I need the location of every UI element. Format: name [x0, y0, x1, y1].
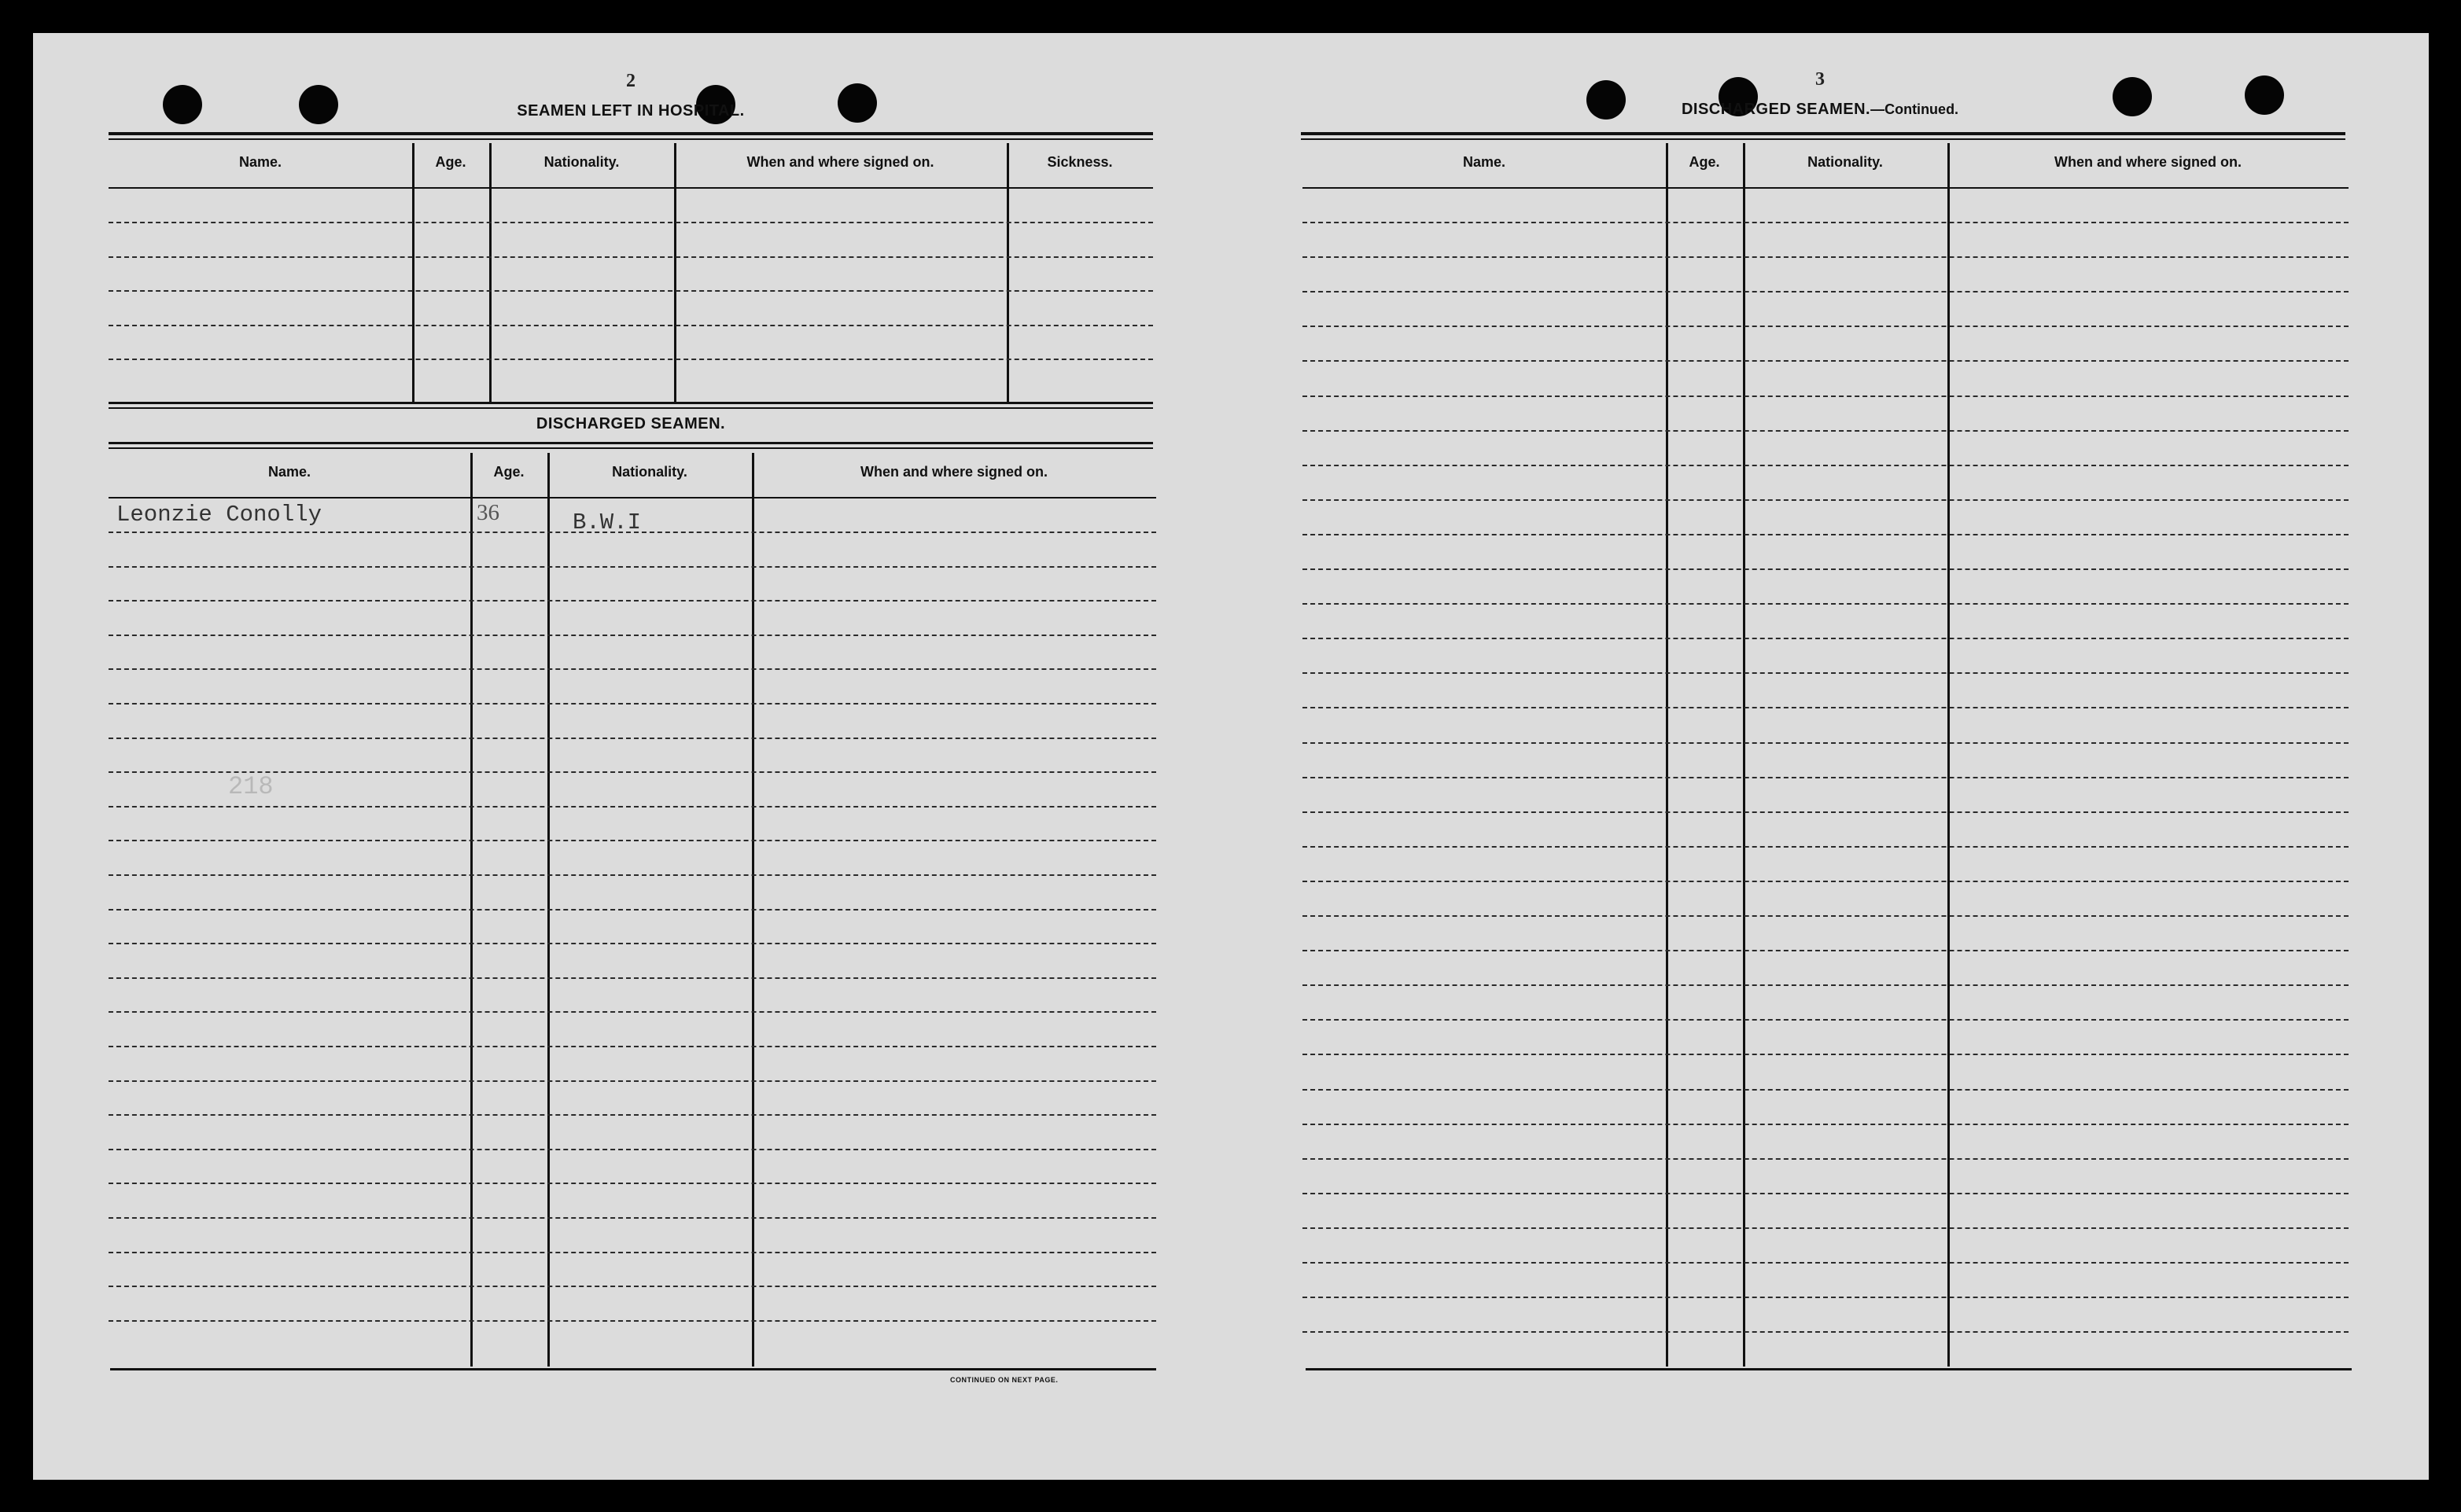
- right-discharged-row-line: [1302, 465, 2349, 466]
- right-discharged-row-line: [1302, 1124, 2349, 1125]
- discharged-row-line: [109, 1149, 1156, 1150]
- hospital-row-line: [109, 290, 1153, 292]
- hospital-column-header-4: When and where signed on.: [746, 154, 934, 170]
- discharged-row-line: [109, 943, 1156, 944]
- right-discharged-column-header-2: Age.: [1689, 154, 1720, 170]
- hospital-column-divider-1: [412, 143, 414, 403]
- hospital-row-line: [109, 359, 1153, 360]
- discharged-row-line: [109, 1046, 1156, 1047]
- discharged-row-line: [109, 874, 1156, 876]
- right-top-rule: [1301, 132, 2345, 135]
- discharged-column-header-3: Nationality.: [612, 464, 687, 480]
- hospital-section-title: SEAMEN LEFT IN HOSPITAL.: [517, 102, 745, 120]
- right-discharged-row-line: [1302, 777, 2349, 778]
- discharged-column-header-4: When and where signed on.: [860, 464, 1048, 480]
- mid-rule-2: [109, 407, 1153, 409]
- right-title-main: DISCHARGED SEAMEN.: [1681, 101, 1871, 118]
- right-discharged-column-header-3: Nationality.: [1807, 154, 1883, 170]
- discharged-row-line: [109, 635, 1156, 636]
- right-discharged-row-line: [1302, 672, 2349, 674]
- right-discharged-row-line: [1302, 222, 2349, 223]
- discharged-row-line: [109, 909, 1156, 911]
- hospital-column-header-2: Age.: [435, 154, 466, 170]
- hospital-column-divider-2: [489, 143, 492, 403]
- discharged-row-line: [109, 1286, 1156, 1287]
- right-discharged-row-line: [1302, 915, 2349, 917]
- punch-hole-1: [163, 85, 202, 124]
- right-discharged-row-line: [1302, 1297, 2349, 1298]
- discharged-row-1-age: 36: [477, 500, 499, 525]
- right-discharged-row-line: [1302, 534, 2349, 535]
- discharged-row-line: [109, 1114, 1156, 1116]
- right-page-number: 3: [1815, 69, 1825, 90]
- discharged-row-line: [109, 600, 1156, 601]
- right-discharged-column-header-1: Name.: [1462, 154, 1506, 170]
- right-discharged-row-line: [1302, 638, 2349, 639]
- right-discharged-row-line: [1302, 291, 2349, 292]
- discharged-rule-1: [109, 442, 1153, 444]
- discharged-section-title: DISCHARGED SEAMEN.: [536, 415, 726, 432]
- right-discharged-row-line: [1302, 430, 2349, 432]
- right-discharged-row-line: [1302, 811, 2349, 813]
- left-bottom-rule: [110, 1368, 1156, 1370]
- discharged-column-header-2: Age.: [493, 464, 525, 480]
- faint-stamp-mark: 218: [228, 772, 274, 801]
- right-discharged-row-line: [1302, 603, 2349, 605]
- right-discharged-row-line: [1302, 707, 2349, 708]
- punch-hole-4: [838, 83, 877, 123]
- right-discharged-row-line: [1302, 1331, 2349, 1333]
- discharged-row-line: [109, 806, 1156, 808]
- right-discharged-row-line: [1302, 499, 2349, 501]
- discharged-row-line: [109, 1011, 1156, 1013]
- left-page-number: 2: [626, 71, 636, 91]
- hospital-row-line: [109, 222, 1153, 223]
- right-discharged-column-header-4: When and where signed on.: [2054, 154, 2242, 170]
- right-discharged-row-line: [1302, 395, 2349, 397]
- right-discharged-row-line: [1302, 742, 2349, 744]
- discharged-row-line: [109, 668, 1156, 670]
- discharged-row-1-nationality: B.W.I: [573, 510, 642, 535]
- discharged-row-line: [109, 977, 1156, 979]
- hospital-column-divider-4: [1007, 143, 1009, 403]
- right-discharged-row-line: [1302, 326, 2349, 327]
- right-discharged-row-line: [1302, 1089, 2349, 1091]
- discharged-row-line: [109, 566, 1156, 568]
- hospital-column-divider-3: [674, 143, 676, 403]
- right-discharged-row-line: [1302, 1262, 2349, 1264]
- right-discharged-row-line: [1302, 568, 2349, 570]
- right-discharged-row-line: [1302, 1019, 2349, 1021]
- right-title-continued: —Continued.: [1870, 101, 1959, 117]
- right-discharged-row-line: [1302, 360, 2349, 362]
- hospital-column-header-3: Nationality.: [543, 154, 620, 170]
- discharged-row-line: [109, 703, 1156, 704]
- right-bottom-rule: [1306, 1368, 2352, 1370]
- mid-rule-1: [109, 402, 1153, 404]
- discharged-row-line: [109, 738, 1156, 739]
- discharged-row-line: [109, 840, 1156, 841]
- right-discharged-row-line: [1302, 846, 2349, 848]
- discharged-row-line: [109, 1183, 1156, 1184]
- right-discharged-row-line: [1302, 950, 2349, 951]
- right-discharged-header-rule: [1302, 187, 2349, 189]
- discharged-row-1-name: Leonzie Conolly: [116, 502, 322, 528]
- hospital-row-line: [109, 256, 1153, 258]
- discharged-row-line: [109, 1252, 1156, 1253]
- top-rule: [109, 132, 1153, 135]
- hospital-row-line: [109, 325, 1153, 326]
- discharged-header-rule: [109, 497, 1156, 498]
- discharged-row-line: [109, 1217, 1156, 1219]
- punch-hole-2: [299, 85, 338, 124]
- right-top-rule-thin: [1301, 138, 2345, 140]
- right-discharged-row-line: [1302, 1158, 2349, 1160]
- right-discharged-row-line: [1302, 1193, 2349, 1194]
- right-section-title: [1682, 101, 1958, 119]
- hospital-header-rule: [109, 187, 1153, 189]
- hospital-column-header-5: Sickness.: [1047, 154, 1113, 170]
- right-discharged-row-line: [1302, 881, 2349, 882]
- continued-note: CONTINUED ON NEXT PAGE.: [950, 1376, 1059, 1384]
- right-discharged-row-line: [1302, 984, 2349, 986]
- punch-hole-8: [2245, 75, 2284, 115]
- discharged-column-header-1: Name.: [267, 464, 311, 480]
- discharged-row-line: [109, 1080, 1156, 1082]
- hospital-column-header-1: Name.: [238, 154, 282, 170]
- punch-hole-5: [1586, 80, 1626, 120]
- right-discharged-row-line: [1302, 1054, 2349, 1055]
- right-discharged-row-line: [1302, 1227, 2349, 1229]
- punch-hole-7: [2113, 77, 2152, 116]
- discharged-rule-2: [109, 447, 1153, 449]
- top-rule-thin: [109, 138, 1153, 140]
- discharged-row-line: [109, 1320, 1156, 1322]
- right-discharged-row-line: [1302, 256, 2349, 258]
